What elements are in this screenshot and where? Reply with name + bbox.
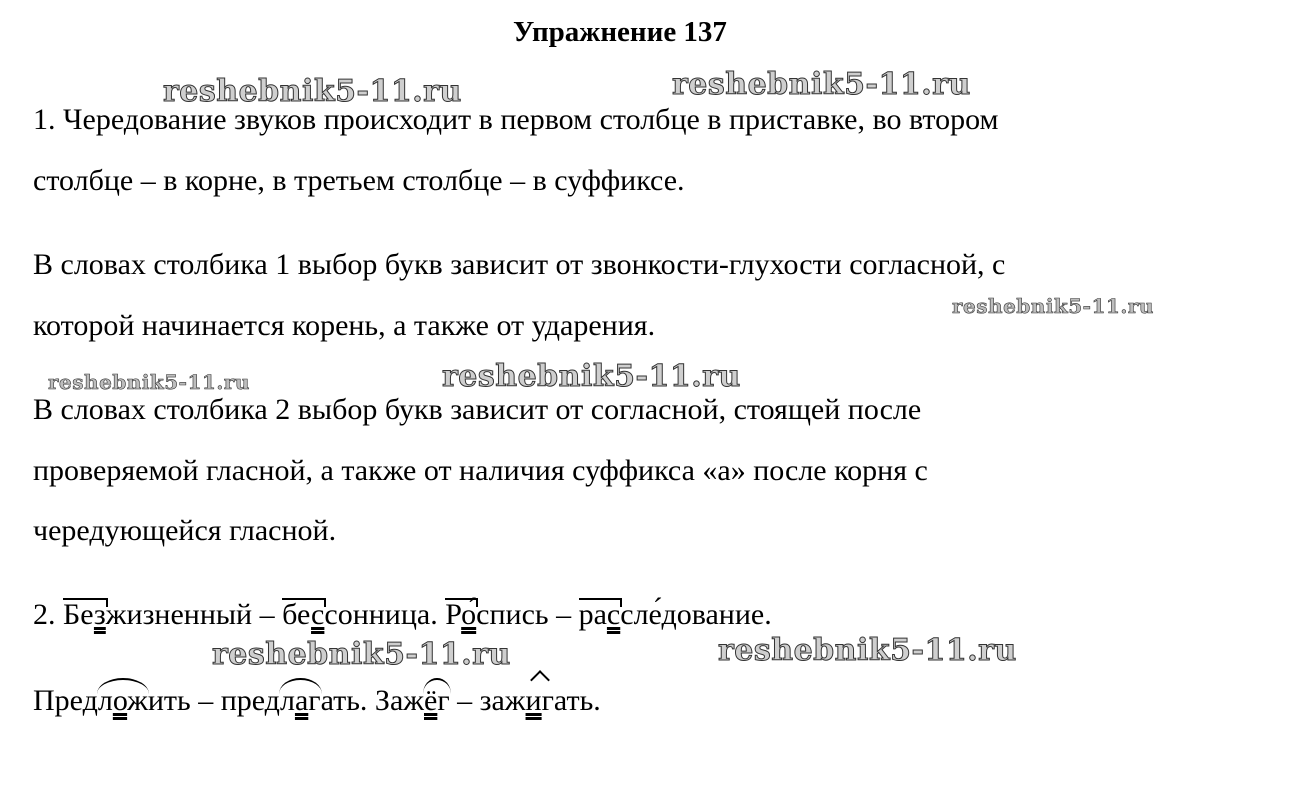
paragraph-1-line-1: 1. Чередование звуков происходит в первом столбце в приставке, во втором [33,103,999,136]
exercise-title: Упражнение 137 [513,16,727,48]
paragraph-1-line-2: столбце – в корне, в третьем столбце – в суффиксе. [33,164,685,197]
watermark: reshebnik5-11.ru [672,67,971,102]
answer-2-line-1: 2. Безжизненный – бессонница. Ро́спись – рассле́дование. [33,598,772,631]
prefix-mark: Ро́ [445,598,477,631]
suffix-mark: иг [525,684,554,717]
paragraph-2-line-2: которой начинается корень, а также от ударения. [33,309,656,342]
watermark: reshebnik5-11.ru [718,633,1017,668]
watermark: reshebnik5-11.ru [48,370,250,394]
watermark: reshebnik5-11.ru [442,359,741,394]
answer-2-line-2: Предложить – предлагать. Зажёг – зажигать. [33,684,601,717]
prefix-mark: бес [282,598,325,631]
item-number: 2. [33,598,63,631]
paragraph-3-line-1: В словах столбика 2 выбор букв зависит от согласной, стоящей после [33,393,922,426]
prefix-mark: рас [578,598,621,631]
paragraph-2-line-1: В словах столбика 1 выбор букв зависит от звонкости-глухости согласной, с [33,248,1006,281]
paragraph-3-line-2: проверяемой гласной, а также от наличия суффикса «а» после корня с [33,454,928,487]
root-mark: лаг [279,684,321,717]
root-mark: ёг [424,684,450,717]
root-mark: лож [97,684,148,717]
watermark: reshebnik5-11.ru [212,637,511,672]
watermark: reshebnik5-11.ru [952,294,1154,318]
prefix-mark: Без [63,598,106,631]
paragraph-3-line-3: чередующейся гласной. [33,514,337,547]
watermark: reshebnik5-11.ru [163,74,462,109]
